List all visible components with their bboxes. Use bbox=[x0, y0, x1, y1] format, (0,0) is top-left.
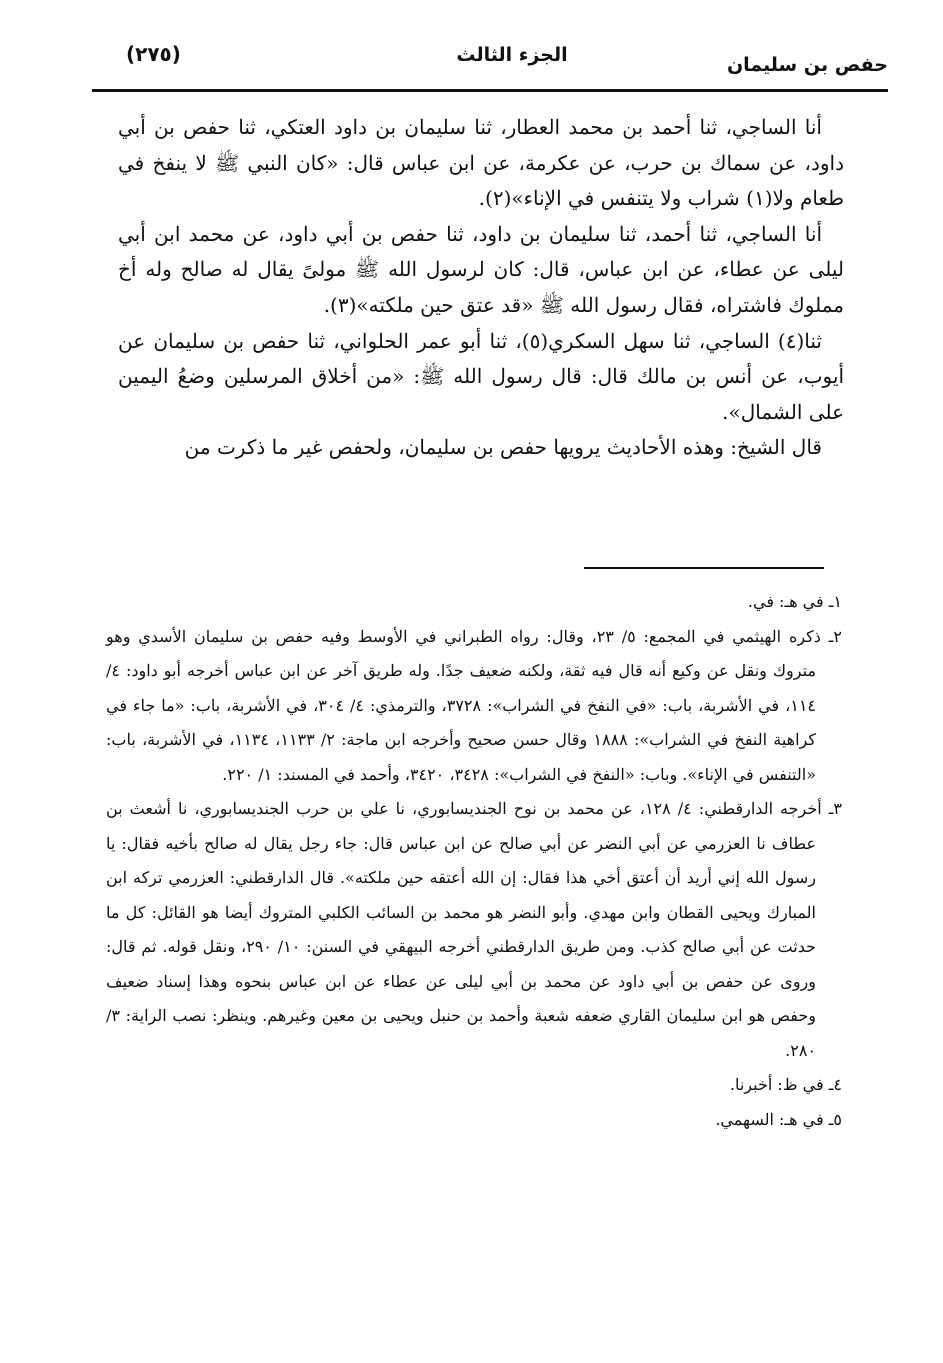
footnotes bbox=[106, 585, 842, 1137]
page-number: (٢٧٥) bbox=[126, 42, 181, 66]
hadith-paragraph-1: أنا الساجي، ثنا أحمد بن محمد العطار، ثنا سليمان بن داود العتكي، ثنا حفص بن أبي داود، عن سماك بن حرب، عن عكرمة، عن ابن عباس قال: «كان النبي ﷺ لا ينفخ في طعام ولا(١) شراب ولا يتنفس في الإناء»(٢). bbox=[118, 115, 844, 211]
footnote-3: ٣ـ أخرجه الدارقطني: ٤/ ١٢٨، عن محمد بن نوح الجنديسابوري، نا علي بن حرب الجنديسابوري، نا أشعث بن عطاف نا العزرمي عن أبي النضر عن أبي صالح عن ابن عباس قال: جاء رجل يقال له صالح بأخيه فقال: يا رسول الله إني أريد أن أعتق أخي هذا فقال: إن الله أعتقه حين ملكته». قال الدارقطني: العزرمي تركه ابن المبارك ويحيى القطان وابن مهدي. وأبو النضر هو محمد بن السائب الكلبي المتروك أيضا هو القائل: كل ما حدثت عن أبي صالح كذب. ومن طريق الدارقطني أخرجه البيهقي في السنن: ١٠/ ٢٩٠، ونقل قوله. ثم قال: وروى عن حفص بن أبي داود عن محمد بن أبي ليلى عن عطاء عن ابن عباس بنحوه وهذا إسناد ضعيف وحفص هو ابن سليمان القاري ضعفه شعبة وأحمد بن حنبل ويحيى بن معين وغيرهم. وينظر: نصب الراية: ٣/ ٢٨٠. bbox=[106, 799, 843, 1060]
main-text bbox=[118, 110, 844, 466]
footnote-4: ٤ـ في ظ: أخبرنا. bbox=[729, 1075, 842, 1094]
hadith-paragraph-2: أنا الساجي، ثنا أحمد، ثنا سليمان بن داود، ثنا حفص بن أبي داود، عن محمد ابن أبي ليلى عن عطاء، عن ابن عباس، قال: كان لرسول الله ﷺ مولىً يقال له صالح وله أخ مملوك فاشتراه، فقال رسول الله ﷺ «قد عتق حين ملكته»(٣). bbox=[118, 221, 844, 317]
volume-label: الجزء الثالث bbox=[456, 44, 568, 66]
running-title: حفص بن سليمان bbox=[726, 54, 888, 76]
commentary-paragraph: قال الشيخ: وهذه الأحاديث يرويها حفص بن سليمان، ولحفص غير ما ذكرت من bbox=[184, 435, 822, 460]
footnote-rule bbox=[584, 567, 824, 569]
hadith-paragraph-3: ثنا(٤) الساجي، ثنا سهل السكري(٥)، ثنا أبو عمر الحلواني، ثنا حفص بن سليمان عن أيوب، عن أنس بن مالك قال: قال رسول الله ﷺ: «من أخلاق المرسلين وضعُ اليمين على الشمال». bbox=[118, 328, 844, 424]
footnote-5: ٥ـ في هـ: السهمي. bbox=[715, 1109, 842, 1129]
footnote-2: ٢ـ ذكره الهيثمي في المجمع: ٥/ ٢٣، وقال: رواه الطبراني في الأوسط وفيه حفص بن سليمان الأسدي وهو متروك ونقل عن وكيع أنه قال فيه ثقة، ولكنه ضعيف جدًا. وله طريق آخر عن ابن عباس أخرجه أبو داود: ٤/ ١١٤، في الأشربة، باب: «في النفخ في الشراب»: ٣٧٢٨، والترمذي: ٤/ ٣٠٤، في الأشربة، باب: «ما جاء في كراهية النفخ في الشراب»: ١٨٨٨ وقال حسن صحيح وأخرجه ابن ماجة: ٢/ ١١٣٣، ١١٣٤، في الأشربة، باب: «التنفس في الإناء». وباب: «النفخ في الشراب»: ٣٤٢٨، ٣٤٢٠، وأحمد في المسند: ١/ ٢٢٠. bbox=[106, 626, 842, 784]
page-header bbox=[92, 36, 888, 88]
footnote-1: ١ـ في هـ: في. bbox=[747, 592, 842, 611]
header-rule bbox=[92, 89, 888, 92]
